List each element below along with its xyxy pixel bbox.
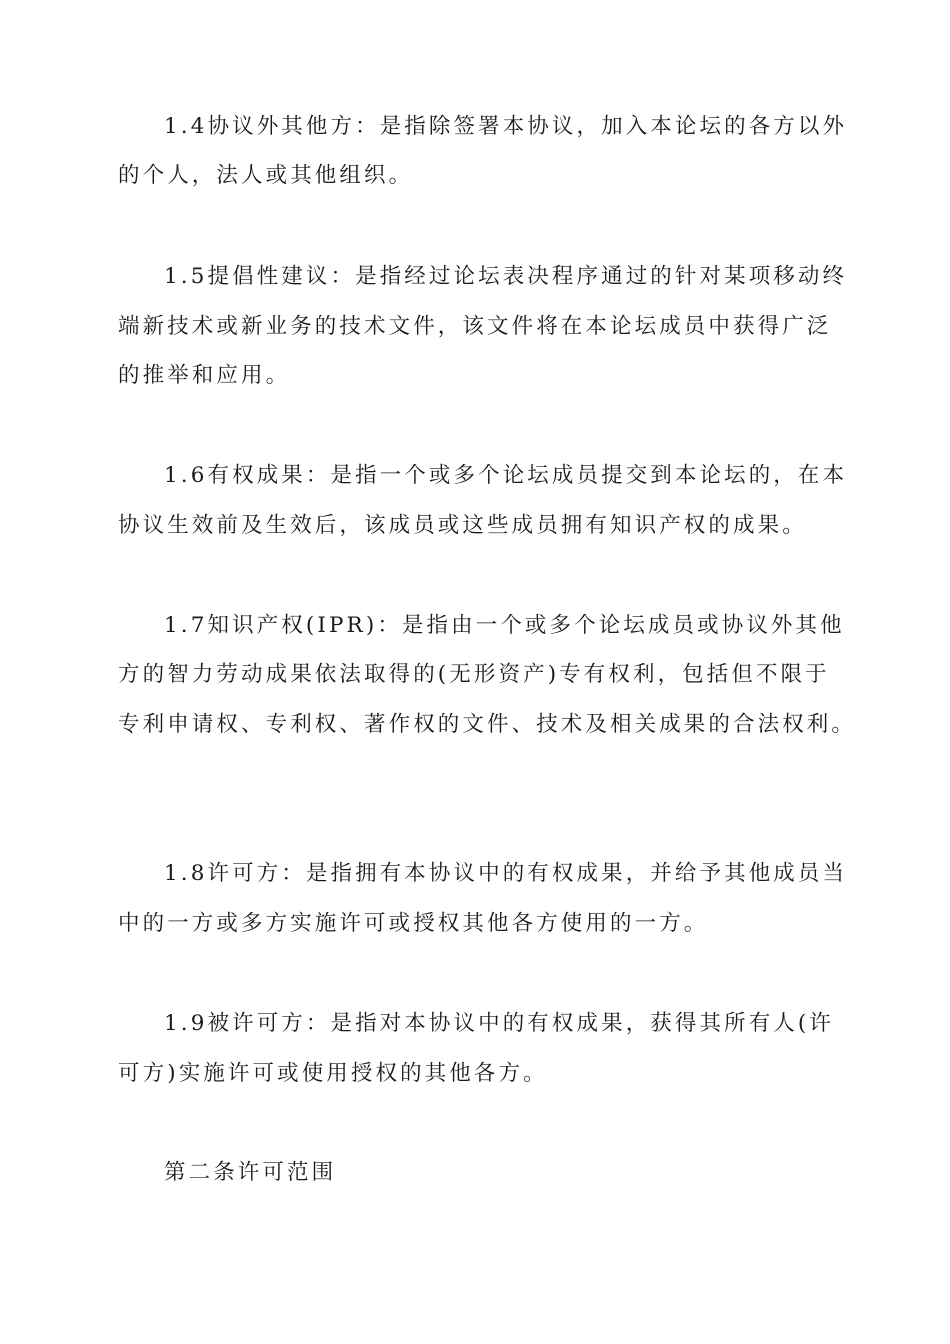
paragraph-1-6-line-2: 协议生效前及生效后，该成员或这些成员拥有知识产权的成果。 xyxy=(118,513,807,538)
paragraph-1-5-line-2: 端新技术或新业务的技术文件，该文件将在本论坛成员中获得广泛 xyxy=(118,314,832,339)
paragraph-1-8-line-1: 1.8许可方：是指拥有本协议中的有权成果，并给予其他成员当 xyxy=(164,861,848,886)
section-heading: 第二条许可范围 xyxy=(164,1160,337,1185)
paragraph-1-9-line-1: 1.9被许可方：是指对本协议中的有权成果，获得其所有人(许 xyxy=(164,1011,834,1036)
paragraph-1-5-line-3: 的推举和应用。 xyxy=(118,363,291,388)
paragraph-1-7-line-3: 专利申请权、专利权、著作权的文件、技术及相关成果的合法权利。 xyxy=(118,712,857,737)
paragraph-1-9-line-2: 可方)实施许可或使用授权的其他各方。 xyxy=(118,1061,548,1086)
paragraph-1-4-line-1: 1.4协议外其他方：是指除签署本协议，加入本论坛的各方以外 xyxy=(164,114,848,139)
paragraph-1-8-line-2: 中的一方或多方实施许可或授权其他各方使用的一方。 xyxy=(118,911,709,936)
paragraph-1-5-line-1: 1.5提倡性建议：是指经过论坛表决程序通过的针对某项移动终 xyxy=(164,264,848,289)
paragraph-1-4-line-2: 的个人，法人或其他组织。 xyxy=(118,163,414,188)
paragraph-1-6-line-1: 1.6有权成果：是指一个或多个论坛成员提交到本论坛的，在本 xyxy=(164,463,848,488)
paragraph-1-7-line-1: 1.7知识产权(IPR)：是指由一个或多个论坛成员或协议外其他 xyxy=(164,613,845,638)
paragraph-1-7-line-2: 方的智力劳动成果依法取得的(无形资产)专有权利，包括但不限于 xyxy=(118,662,830,687)
